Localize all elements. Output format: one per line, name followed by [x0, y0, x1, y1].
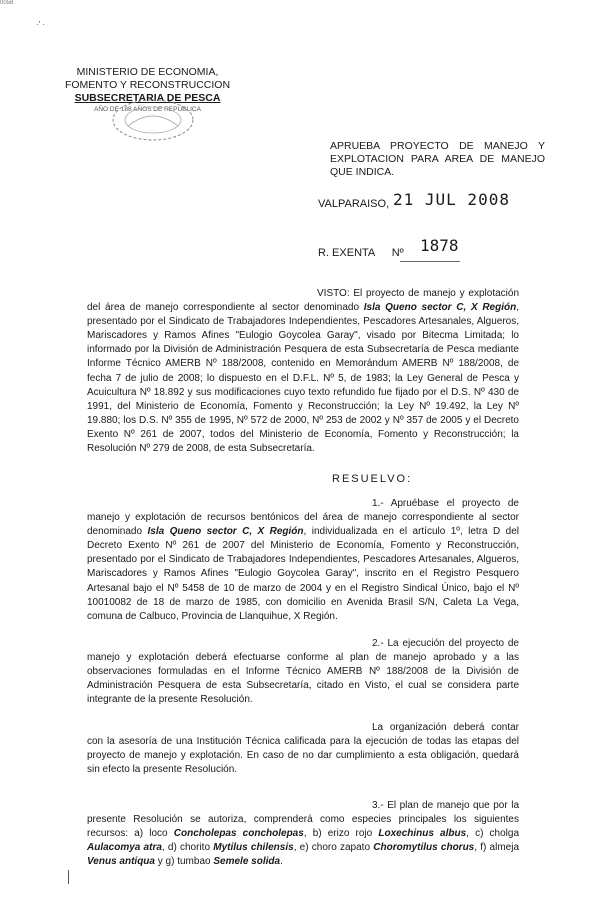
header-line-ministry-2: FOMENTO Y RECONSTRUCCION [64, 79, 231, 91]
article-3-number: 3.- [372, 800, 384, 811]
margin-marks: ·' · [36, 20, 46, 29]
article-1-text: Apruébase el proyecto de manejo y explotación de recursos bentónicos del área de manejo correspondiente al sector denominado [87, 498, 519, 538]
article-3 [87, 799, 519, 869]
visto-sector: Isla Queno sector C, X Región [363, 302, 517, 314]
visto-section [87, 287, 519, 456]
resolution-label [318, 247, 404, 259]
date-stamp: 21 JUL 2008 [393, 190, 510, 209]
article-3-sep: , b) erizo rojo [303, 828, 373, 840]
city-label: VALPARAISO, [318, 198, 390, 210]
article-3-text: El plan de manejo que por la presente Resolución se autoriza, comprenderá como especies principales los siguientes recursos: a) loco [87, 800, 519, 840]
article-3-end: . [280, 856, 283, 868]
article-2 [87, 637, 519, 707]
species-chorito: Mytilus chilensis [213, 842, 294, 854]
visto-label: VISTO: [317, 288, 350, 299]
article-1-text-cont: , individualizada en el artículo 1º, letra D del Decreto Exento Nº 261 de 2007 del Ministerio de Economía, Fomento y Reconstrucción, presentado por el Sindicato de Trabajadores Independientes, Pescadores Artesanales, Algueros, Mariscadores y Ramos Afines "Eulogio Goycolea Garay", inscrito en el Registro Pesquero Artesanal bajo el Nº 5458 de 10 de marzo de 2004 y en el Registro Sindical Único, bajo el Nº 10010082 de 18 de marzo de 1985, con domicilio en Avenida Brasil S/N, Caleta La Vega, comuna de Calbuco, Provincia de Llanquihue, X Región. [87, 526, 520, 622]
article-1-sector: Isla Queno sector C, X Región [147, 526, 304, 538]
resolution-type: R. EXENTA [318, 247, 375, 259]
species-choro-zapato: Choromytilus chorus [373, 842, 475, 854]
species-tumbao: Semele solida [213, 856, 281, 868]
article-2-number: 2.- [372, 638, 384, 649]
article-1-number: 1.- [372, 498, 384, 509]
official-stamp-icon [108, 96, 198, 144]
article-3-sep: , c) cholga [466, 828, 520, 840]
article-2-paragraph-2 [87, 721, 519, 777]
visto-text: El proyecto de manejo y explotación del área de manejo correspondiente al sector denominado [87, 288, 520, 314]
resolution-number: 1878 [420, 236, 459, 255]
resuelvo-heading: RESUELVO: [332, 473, 413, 485]
document-subject: APRUEBA PROYECTO DE MANEJO Y EXPLOTACION PARA AREA DE MANEJO QUE INDICA. [330, 140, 545, 178]
header-line-small: AÑO DE 188 AÑOS DE REPÚBLICA [94, 106, 201, 113]
resolution-no-label: Nº [391, 247, 404, 259]
article-2-text: La ejecución del proyecto de manejo y explotación deberá efectuarse conforme al plan de manejo aprobado y a las observaciones formuladas en el Informe Técnico AMERB Nº 188/2008 de la División de Administración Pesquera de esta Subsecretaría, citado en Visto, el cual se considera parte integrante de la presente Resolución. [87, 638, 519, 706]
species-cholga: Aulacomya atra [87, 842, 162, 854]
header-line-subsecretaria: SUBSECRETARIA DE PESCA [74, 92, 221, 104]
corner-mark: 0058 [0, 0, 14, 6]
article-1 [87, 497, 519, 624]
article-3-sep: , e) choro zapato [293, 842, 371, 854]
header-line-ministry: MINISTERIO DE ECONOMIA, [76, 66, 219, 78]
species-almeja: Venus antiqua [87, 856, 155, 868]
article-3-sep: y g) tumbao [154, 856, 211, 868]
article-3-sep: , d) chorito [161, 842, 211, 854]
organization-obligation-text: La organización deberá contar con la asesoría de una Institución Técnica calificada para la ejecución de todas las etapas del proyecto de manejo y explotación. En caso de no dar cumplimiento a esta obligación, quedará sin efecto la presente Resolución. [87, 722, 519, 776]
species-erizo: Loxechinus albus [378, 828, 467, 840]
species-loco: Concholepas concholepas [173, 828, 304, 840]
resolution-underline [400, 261, 460, 262]
article-3-sep: , f) almeja [474, 842, 520, 854]
visto-text-cont: , presentado por el Sindicato de Trabajadores Independientes, Pescadores Artesanales, Algueros, Mariscadores y Ramos Afines "Eulogio Goycolea Garay", visado por Bitecma Limitada; lo informado por la División de Administración Pesquera de esta Subsecretaría de Pesca mediante Informe Técnico AMERB Nº 188/2008, contenido en Memorándum AMERB Nº 188/2008, de fecha 7 de julio de 2008; lo dispuesto en el D.F.L. Nº 5, de 1983; la Ley General de Pesca y Acuicultura Nº 18.892 y sus modificaciones cuyo texto refundido fue fijado por el D.S. Nº 430 de 1991, del Ministerio de Economía, Fomento y Reconstrucción; la Ley Nº 19.492, la Ley Nº 19.880; los D.S. Nº 355 de 1995, Nº 572 de 2000, Nº 253 de 2002 y Nº 357 de 2005 y el Decreto Exento Nº 261 de 2007, todos del Ministerio de Economía, Fomento y Reconstrucción; la Resolución Nº 279 de 2008, de esta Subsecretaría. [87, 302, 519, 455]
margin-line [68, 870, 69, 884]
